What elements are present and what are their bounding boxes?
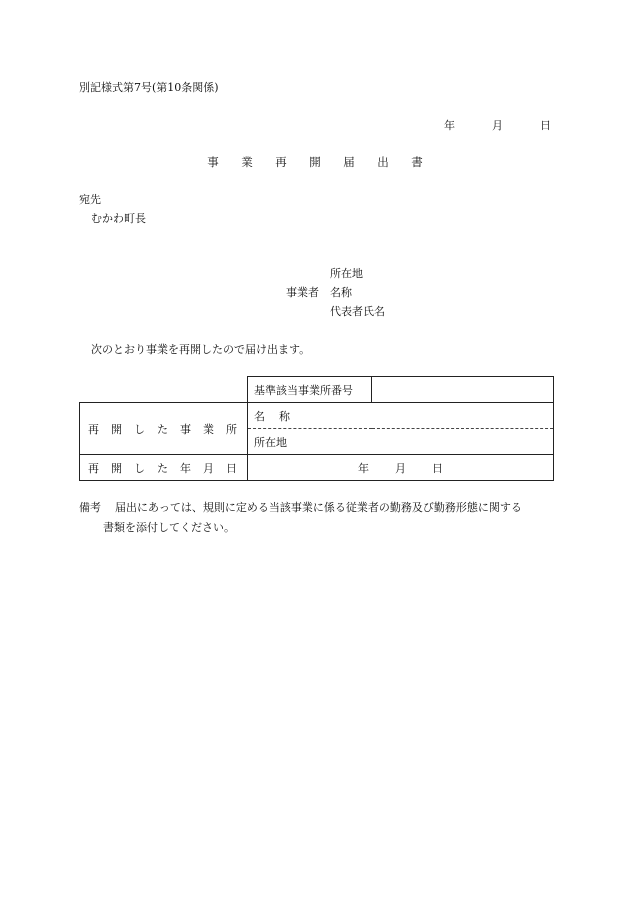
- date-year-label: 年: [444, 119, 455, 132]
- resumed-office-label-cell: [80, 403, 248, 455]
- title-char: 事: [207, 155, 219, 169]
- office-name-cell[interactable]: [248, 403, 554, 429]
- note-line-2: 書類を添付してください。: [103, 521, 235, 534]
- label-char: 業: [203, 422, 214, 436]
- office-number-label: 基準該当事業所番号: [248, 377, 372, 403]
- label-char: 再: [88, 422, 99, 436]
- label-char: 称: [279, 409, 290, 423]
- table-row-office-number: [80, 377, 554, 403]
- date-part: 月: [395, 461, 406, 475]
- date-part: 日: [432, 461, 443, 475]
- resumed-date-parts: [248, 460, 553, 476]
- form-number: 別記様式第7号(第10条関係): [79, 81, 219, 94]
- label-char: し: [134, 461, 145, 475]
- label-char: 事: [180, 422, 191, 436]
- applicant-rep-label: 代表者氏名: [330, 305, 385, 318]
- office-number-value[interactable]: [372, 377, 554, 403]
- resumed-date-label: [80, 460, 247, 476]
- note-line-1: 届出にあっては、規則に定める当該事業に係る従業者の勤務及び勤務形態に関する: [115, 501, 522, 514]
- label-char: 再: [88, 461, 99, 475]
- table-row-office-name: [80, 403, 554, 429]
- label-char: 所: [226, 422, 237, 436]
- addressee-label: 宛先: [79, 193, 101, 206]
- title-char: 再: [275, 155, 287, 169]
- resumed-office-label: [80, 421, 247, 437]
- note-label: 備考: [79, 501, 101, 514]
- label-char: 名: [254, 409, 265, 423]
- applicant-role-label: 事業者: [286, 286, 319, 299]
- date-day-label: 日: [540, 119, 551, 132]
- date-month-label: 月: [492, 119, 503, 132]
- addressee-name: むかわ町長: [91, 212, 146, 225]
- title-char: 開: [309, 155, 321, 169]
- name-label: [254, 410, 290, 423]
- applicant-name-label: 名称: [330, 286, 352, 299]
- date-part: 年: [358, 461, 369, 475]
- intro-text: 次のとおり事業を再開したので届け出ます。: [91, 343, 311, 356]
- empty-cell: [80, 377, 248, 403]
- label-char: 開: [111, 422, 122, 436]
- resumed-date-label-cell: [80, 455, 248, 481]
- applicant-address-label: 所在地: [330, 267, 363, 280]
- label-char: 開: [111, 461, 122, 475]
- label-char: 日: [226, 461, 237, 475]
- address-label: 所在地: [254, 435, 287, 449]
- label-char: た: [157, 422, 168, 436]
- label-char: し: [134, 422, 145, 436]
- title-char: 届: [343, 155, 355, 169]
- title-char: 業: [241, 155, 253, 169]
- label-char: た: [157, 461, 168, 475]
- label-char: 年: [180, 461, 191, 475]
- resumed-date-value[interactable]: [248, 455, 554, 481]
- label-char: 月: [203, 461, 214, 475]
- office-address-cell[interactable]: [248, 429, 554, 455]
- title-char: 書: [411, 155, 423, 169]
- table-row-resumed-date: [80, 455, 554, 481]
- document-title: [196, 157, 434, 169]
- date-line: [444, 120, 551, 131]
- resumption-table: [79, 376, 554, 481]
- title-char: 出: [377, 155, 389, 169]
